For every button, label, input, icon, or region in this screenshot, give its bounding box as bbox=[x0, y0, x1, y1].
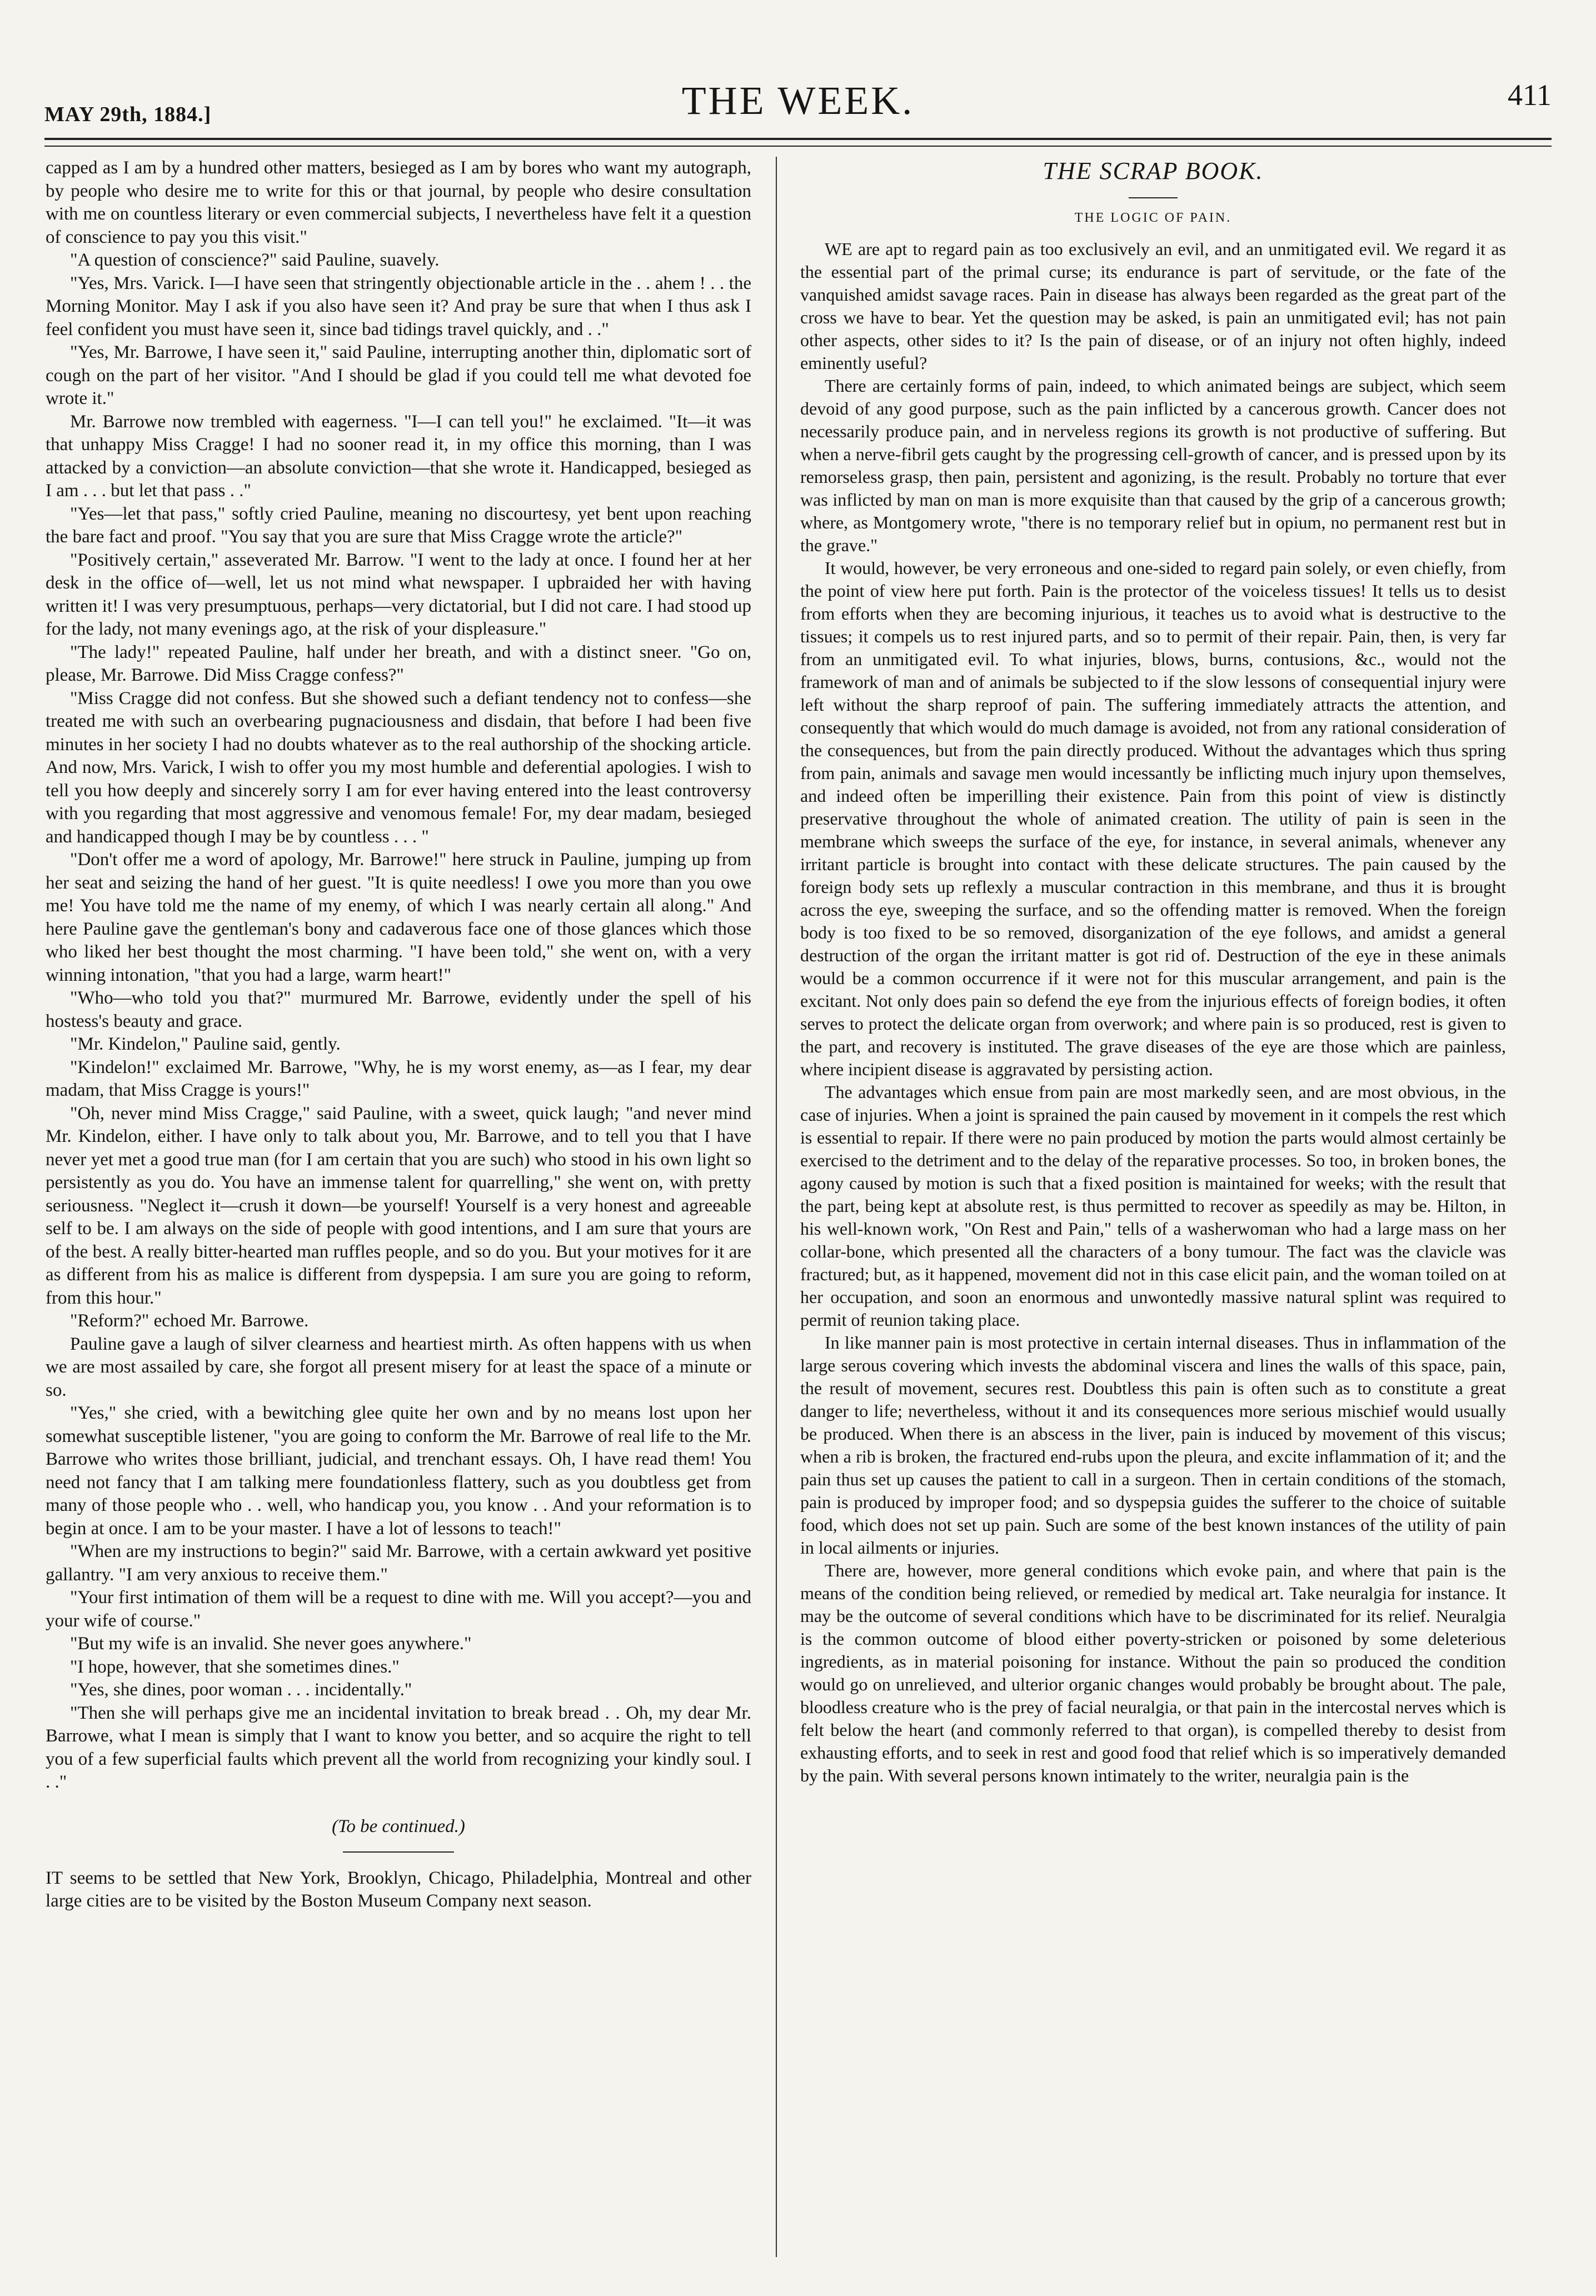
news-note: IT seems to be settled that New York, Brooklyn, Chicago, Philadelphia, Montreal and other large cities are to be visited by the Boston Museum Company next season. bbox=[46, 1868, 751, 1911]
publication-title: THE WEEK. bbox=[681, 78, 915, 123]
article-paragraph: There are certainly forms of pain, indeed, to which animated beings are subject, which seem devoid of any good purpose, such as the pain inflicted by a cancerous growth. Cancer does not necessarily produce pain, and in nerveless regions its growth is not productive of suffering. But when a nerve-fibril gets caught by the progressing cell-growth of cancer, and is pressed upon by its remorseless grasp, then pain, persistent and agonizing, is the result. Probably no torture that ever was inflicted by man on man is more exquisite than that caused by the grip of a cancerous growth; where, as Montgomery wrote, "there is no temporary relief but in opium, no permanent rest but in the grave." bbox=[800, 376, 1506, 555]
story-paragraph: "Mr. Kindelon," Pauline said, gently. bbox=[70, 1034, 341, 1054]
story-paragraph: "The lady!" repeated Pauline, half under her breath, and with a distinct sneer. "Go on, please, Mr. Barrowe. Did Miss Cragge confess?" bbox=[46, 642, 751, 685]
article-paragraph: WE are apt to regard pain as too exclusively an evil, and an unmitigated evil. We regard it as the essential part of the primal curse; its endurance is part of servitude, or the fate of the vanquished amidst savage races. Pain in disease has always been regarded as the great part of the cross we have to bear. Yet the question may be asked, is pain an unmitigated evil; has not pain other aspects, other sides to it? Is the pain of disease, or of an injury not often highly, indeed eminently useful? bbox=[800, 239, 1506, 373]
story-paragraph: "Yes—let that pass," softly cried Pauline, meaning no discourtesy, yet bent upon reaching the bare fact and proof. "You say that you are sure that Miss Cragge wrote the article?" bbox=[46, 503, 751, 547]
story-paragraph: "Who—who told you that?" murmured Mr. Barrowe, evidently under the spell of his hostess's beauty and grace. bbox=[46, 988, 751, 1031]
header-rule bbox=[44, 138, 1552, 147]
story-paragraph: "Oh, never mind Miss Cragge," said Pauline, with a sweet, quick laugh; "and never mind Mr. Kindelon, either. I have only to talk about you, Mr. Barrowe, and to tell you that I have never yet met a good true man (for I am certain that you are such) who stood in his own light so persistently as you do. You have an immense talent for quarrelling," she went on, with pretty seriousness. "Neglect it—crush it down—be yourself! Yourself is a very honest and agreeable self to be. I am always on the side of people with good intentions, and I am sure that yours are of the best. A really bitter-hearted man ruffles people, and so do you. But your motives for it are as different from his as malice is different from dyspepsia. I am sure you are going to reform, from this hour." bbox=[46, 1103, 751, 1308]
story-paragraph: "Kindelon!" exclaimed Mr. Barrowe, "Why, he is my worst enemy, as—as I fear, my dear madam, that Miss Cragge is yours!" bbox=[46, 1057, 751, 1100]
story-paragraph: capped as I am by a hundred other matters, besieged as I am by bores who want my autograph, by people who desire me to write for this or that journal, by people who desire consultation with me on countless literary or even commercial subjects, I nevertheless have felt it a question of conscience to pay you this visit." bbox=[46, 158, 751, 247]
section-title: THE SCRAP BOOK. bbox=[1043, 157, 1264, 184]
issue-date: MAY 29th, 1884.] bbox=[44, 103, 212, 126]
article-paragraph: The advantages which ensue from pain are most markedly seen, and are most obvious, in the case of injuries. When a joint is sprained the pain caused by movement in it compels the rest which is essential to repair. If there were no pain produced by motion the parts would almost certainly be exercised to the detriment and to the delay of the reparative processes. So too, in broken bones, the agony caused by motion is such that a fixed position is maintained for weeks; with the result that the part, being kept at absolute rest, is thus permitted to recover as speedily as may be. Hilton, in his well-known work, "On Rest and Pain," tells of a washerwoman who had a large mass on her collar-bone, which presented all the characters of a bony tumour. The fact was the clavicle was fractured; but, as it happened, movement did not in this case elicit pain, and the woman toiled on at her occupation, and soon an enormous and unwontedly massive natural splint was required to permit of reunion taking place. bbox=[800, 1082, 1506, 1330]
story-paragraph: "Yes, she dines, poor woman . . . incidentally." bbox=[70, 1680, 412, 1700]
column-divider bbox=[776, 157, 777, 2257]
article-paragraph: There are, however, more general conditions which evoke pain, and where that pain is the means of the condition being relieved, or remedied by medical art. Take neuralgia for instance. It may be the outcome of several conditions which have to be discriminated for its relief. Neuralgia is the common outcome of blood either poverty-stricken or poisoned by some deleterious ingredients, as in material poisoning for instance. Without the pain so produced the condition would go on unrelieved, and ulterior organic changes would probably be brought about. The pale, bloodless creature who is the prey of facial neuralgia, or that pain in the intercostal nerves which is felt below the heart (and commonly referred to that organ), is compelled thereby to desist from exhausting efforts, and to seek in rest and good food that relief which is so imperatively demanded by the pain. With several persons known intimately to the writer, neuralgia pain is the bbox=[800, 1560, 1506, 1785]
story-paragraph: "Then she will perhaps give me an incidental invitation to break bread . . Oh, my dear Mr. Barrowe, what I mean is simply that I want to know you better, and so acquire the right to tell you of a few superficial faults which prevent all the world from recognizing your kindly soul. I . ." bbox=[46, 1703, 751, 1792]
story-paragraph: "Miss Cragge did not confess. But she showed such a defiant tendency not to confess—she treated me with such an overbearing pugnaciousness and disdain, that before I had been five minutes in her society I had no doubts whatever as to the real authorship of the shocking article. And now, Mrs. Varick, I wish to offer you my most humble and deferential apologies. I wish to tell you how deeply and sincerely sorry I am for ever having entered into the least controversy with you regarding that most aggressive and venomous female! For, my dear madam, besieged and handicapped though I may be by countless . . . " bbox=[46, 688, 751, 847]
story-paragraph: "Your first intimation of them will be a request to dine with me. Will you accept?—you and your wife of course." bbox=[46, 1588, 751, 1631]
story-paragraph: "When are my instructions to begin?" said Mr. Barrowe, with a certain awkward yet positive gallantry. "I am very anxious to receive them." bbox=[46, 1541, 751, 1585]
story-paragraph: "Reform?" echoed Mr. Barrowe. bbox=[70, 1311, 309, 1331]
scrap-book-column bbox=[800, 157, 1506, 1787]
story-paragraph: "Yes, Mrs. Varick. I—I have seen that stringently objectionable article in the . . ahem ! . . the Morning Monitor. May I ask if you also have seen it? And pray be sure that when I thus ask I feel confident you must have seen it, since bad tidings travel quickly, and . ." bbox=[46, 273, 751, 340]
article-title: THE LOGIC OF PAIN. bbox=[1074, 211, 1232, 225]
to-be-continued: (To be continued.) bbox=[332, 1816, 465, 1836]
story-paragraph: Mr. Barrowe now trembled with eagerness. "I—I can tell you!" he exclaimed. "It—it was that unhappy Miss Cragge! I had no sooner read it, in my office this morning, than I was attacked by a conviction—an absolute conviction—that she wrote it. Handicapped, besieged as I am . . . but let that pass . ." bbox=[46, 411, 751, 501]
story-paragraph: "Yes," she cried, with a bewitching glee quite her own and by no means lost upon her somewhat susceptible listener, "you are going to conform the Mr. Barrowe of real life to the Mr. Barrowe who writes those brilliant, judicial, and trenchant essays. Oh, I have read them! You need not fancy that I am talking mere foundationless flattery, such as you doubtless get from many of those people who . . well, who handicap you, you know . . And your reformation is to begin at once. I am to be your master. I have a lot of lessons to teach!" bbox=[46, 1403, 751, 1539]
section-rule bbox=[1129, 197, 1178, 198]
masthead bbox=[44, 78, 1552, 133]
short-divider bbox=[343, 1851, 454, 1853]
article-paragraph: In like manner pain is most protective in certain internal diseases. Thus in inflammation of the large serous covering which invests the abdominal viscera and lines the walls of this space, pain, the result of movement, secures rest. Doubtless this pain is often such as to constitute a great danger to life; nevertheless, without it and its consequences more serious mischief would usually be produced. When there is an abscess in the liver, pain is induced by movement of this viscus; when a rib is broken, the fractured end-rubs upon the pleura, and excite inflammation of it; and the pain thus set up causes the patient to call in a surgeon. Then in certain conditions of the stomach, pain is produced by improper food; and so dyspepsia guides the sufferer to the choice of suitable food, which does not set up pain. Such are some of the best known instances of the utility of pain in local ailments or injuries. bbox=[800, 1332, 1506, 1558]
story-paragraph: "But my wife is an invalid. She never goes anywhere." bbox=[70, 1634, 472, 1654]
story-paragraph: "Don't offer me a word of apology, Mr. Barrowe!" here struck in Pauline, jumping up from her seat and seizing the hand of her guest. "It is quite needless! I owe you more than you owe me! You have told me the name of my enemy, of which I was nearly certain all along." And here Pauline gave the gentleman's bony and cadaverous face one of those glances which those who liked her best thought the most charming. "I have been told," she went on, with a very winning intonation, "that you had a large, warm heart!" bbox=[46, 850, 751, 985]
article-paragraph: It would, however, be very erroneous and one-sided to regard pain solely, or even chiefly, from the point of view here put forth. Pain is the protector of the voiceless tissues! It tells us to desist from efforts when they are becoming injurious, it teaches us to avoid what is destructive to the tissues; it compels us to rest injured parts, and so to permit of their repair. Pain, then, is very far from an unmitigated evil. To what injuries, blows, burns, contusions, &c., would not the framework of man and of animals be subjected to if the slow lessons of consequential injury were left without the sharp reproof of pain. The suffering immediately attracts the attention, and consequently that which would do much damage is avoided, not from any rational consideration of the consequences, but from the pain directly produced. Without the advantages which thus spring from pain, animals and savage men would incessantly be inflicting much injury upon themselves, and indeed often be imperilling their existence. Pain from this point of view is distinctly preservative throughout the whole of animated creation. The utility of pain is seen in the membrane which sweeps the surface of the eye, for instance, in several animals, whenever any irritant particle is brought into contact with these delicate structures. The pain caused by the foreign body sets up reflexly a muscular contraction in this membrane, and thus it is brought across the eye, sweeping the surface, and so the offending matter is removed. When the foreign body is too fixed to be so removed, disorganization of the eye follows, and amidst a general destruction of the organ the irritant matter is got rid of. Destruction of the eye in these animals would be a common occurrence if it were not for this muscular arrangement, and pain is the excitant. Not only does pain so defend the eye from the injurious effects of foreign bodies, it often serves to protect the delicate organ from overwork; and where pain is so produced, rest is given to the part, and recovery is instituted. The grave diseases of the eye are those which are painless, where incipient disease is aggravated by persisting action. bbox=[800, 558, 1506, 1079]
story-paragraph: "Positively certain," asseverated Mr. Barrow. "I went to the lady at once. I found her at her desk in the office of—well, let us not mind what newspaper. I upbraided her with having written it! I was very presumptuous, perhaps—very dictatorial, but I did not care. I had stood up for the lady, not many evenings ago, at the risk of your displeasure." bbox=[46, 550, 751, 639]
page-number: 411 bbox=[1508, 78, 1552, 112]
story-paragraph: Pauline gave a laugh of silver clearness and heartiest mirth. As often happens with us when we are most assailed by care, she forgot all present misery for at least the space of a minute or so. bbox=[46, 1334, 751, 1400]
story-column bbox=[46, 157, 751, 1913]
story-paragraph: "Yes, Mr. Barrowe, I have seen it," said Pauline, interrupting another thin, diplomatic sort of cough on the part of her visitor. "And I should be glad if you could tell me what devoted foe wrote it." bbox=[46, 342, 751, 408]
story-paragraph: "I hope, however, that she sometimes dines." bbox=[70, 1656, 400, 1677]
story-paragraph: "A question of conscience?" said Pauline, suavely. bbox=[70, 250, 440, 270]
